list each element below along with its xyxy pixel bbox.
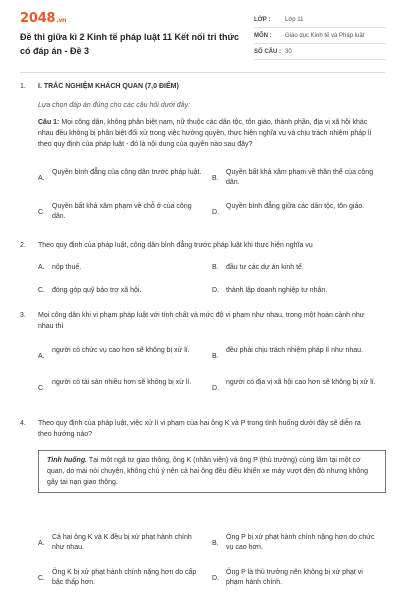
option-text: Ông P bị xử phạt hành chính nặng hơn do chức vụ cao hơn. [226, 534, 375, 551]
option-letter: B. [212, 540, 219, 547]
option-letter: B. [212, 175, 219, 182]
meta-value: 30 [285, 48, 292, 55]
option-text: nộp thuế. [52, 264, 82, 271]
situation-box [38, 450, 386, 493]
option-letter: C. [38, 575, 45, 582]
question-block-2 [20, 240, 385, 254]
section-instruction: Lựa chọn đáp án đúng cho các câu hỏi dưới đây: [38, 102, 191, 109]
option-letter: D. [212, 385, 219, 392]
document-header [0, 0, 400, 68]
question-content [38, 81, 376, 150]
question-1-text [38, 117, 376, 150]
option-text: người có chức vụ cao hơn sẽ không bị xử lí. [52, 347, 190, 354]
option-letter: C. [38, 209, 45, 216]
question-number: 2. [20, 242, 26, 249]
option-text: đều phải chịu trách nhiệm pháp lí như nhau. [226, 347, 364, 354]
option-text: Quyền bình đẳng giữa các dân tộc, tôn giáo. [226, 203, 365, 210]
option-text: thành lập doanh nghiệp tư nhân. [226, 287, 328, 294]
meta-row-class [254, 12, 386, 28]
option-letter: A. [38, 264, 45, 271]
option-text: người có tài sản nhiều hơn sẽ không bị xử lí. [52, 379, 192, 386]
option-text: Ông K bị xử phạt hành chính nặng hơn do cấp bậc thấp hơn. [52, 569, 197, 586]
section-title: I. TRẮC NGHIỆM KHÁCH QUAN (7,0 ĐIỂM) [38, 83, 179, 90]
meta-row-count [254, 44, 386, 60]
option-letter: B. [212, 353, 219, 360]
option-letter: D. [212, 287, 219, 294]
logo-suffix: .vn [56, 17, 67, 24]
option-text: Cả hai ông K và K đều bị xử phạt hành chính như nhau. [52, 534, 192, 551]
document-meta-table [254, 12, 386, 60]
meta-key: LỚP : [254, 16, 271, 23]
logo-main: 2048 [20, 11, 56, 26]
question-label: Câu 1: [38, 119, 60, 126]
question-body: Theo quy định của pháp luật, công dân bình đẳng trước pháp luật khi thực hiện nghĩa vụ [38, 242, 313, 249]
situation-text: Tại một ngã tư giao thông, ông K (nhân viên) và ông P (thủ trưởng) cùng lâm tại một cơ quan, do mải nói chuyện, không chú ý nên cả hai ông đều điều khiển xe máy vượt đèn đỏ nhưng không gây tai nạn giao thông. [47, 457, 369, 486]
option-text: đóng góp quỹ bảo trợ xã hội. [52, 287, 142, 294]
question-block-3 [20, 310, 385, 334]
option-letter: D. [212, 575, 219, 582]
option-letter: A. [38, 353, 45, 360]
option-letter: D. [212, 209, 219, 216]
situation-label: Tình huống. [47, 457, 88, 464]
meta-row-subject [254, 28, 386, 44]
option-text: đầu tư các dự án kinh tế. [226, 264, 304, 271]
meta-key: SỐ CÂU : [254, 48, 281, 55]
option-letter: B. [212, 264, 219, 271]
option-letter: A. [38, 540, 45, 547]
question-number: 4. [20, 420, 26, 427]
option-text: Ông P là thủ trưởng nên không bị xử phạt vi phạm hành chính. [226, 569, 363, 586]
option-text: người có địa vị xã hội cao hơn sẽ không bị xử lí. [226, 379, 376, 386]
question-body: Theo quy định của pháp luật, việc xử lí vi phạm của hai ông K và P trong tình huống dưới đây sẽ diễn ra theo hướng nào? [38, 420, 361, 438]
question-body: Mọi công dân, không phân biệt nam, nữ thuộc các dân tộc, tôn giáo, thành phần, địa vị xã hội khác nhau đều không bị phân biệt đối xử trong việc hưởng quyền, thực hiện nghĩa vụ và chịu trách nhiệm pháp lí theo quy định của pháp luật - đó là nội dung của quyền nào sau đây? [38, 119, 372, 148]
option-letter: C. [38, 287, 45, 294]
question-number: 1. [20, 83, 26, 90]
question-body: Mọi công dân khi vi phạm pháp luật với tính chất và mức độ vi phạm như nhau, trong một hoàn cảnh như nhau thì [38, 312, 365, 330]
question-block-4 [20, 418, 385, 442]
meta-value: Lớp 11 [285, 16, 304, 23]
question-number: 3. [20, 312, 26, 319]
option-letter: A. [38, 175, 45, 182]
document-title: Đề thi giữa kì 2 Kinh tế pháp luật 11 Kết nối tri thức có đáp án - Đề 3 [20, 32, 240, 56]
site-logo[interactable] [20, 11, 66, 26]
option-letter: C. [38, 385, 45, 392]
meta-value: Giáo dục Kinh tế và Pháp luật [285, 32, 365, 39]
option-text: Quyền bất khả xâm phạm về thân thể của công dân. [226, 169, 374, 186]
option-text: Quyền bất khả xâm phạm về chỗ ở của công dân. [52, 203, 192, 220]
meta-key: MÔN : [254, 32, 272, 39]
header-divider [20, 72, 385, 73]
option-text: Quyền bình đẳng của công dân trước pháp luật. [52, 169, 202, 176]
